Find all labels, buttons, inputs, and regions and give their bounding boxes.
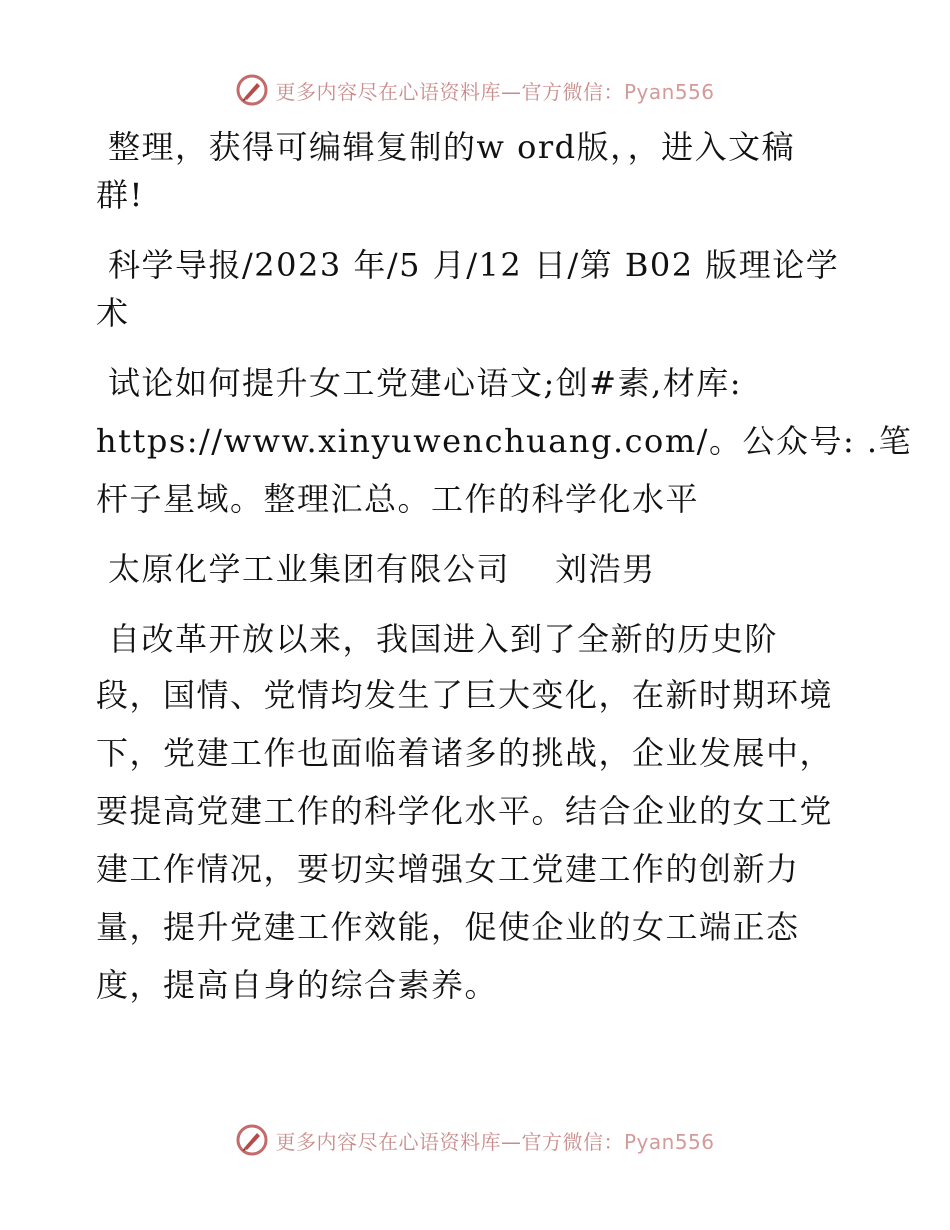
- text-line: 度，提高自身的综合素养。: [96, 966, 499, 1004]
- paragraph-title: [96, 354, 856, 412]
- paragraph-author: [96, 540, 856, 598]
- text-line: 术: [96, 294, 130, 332]
- paragraph: [96, 118, 856, 176]
- text-line: 试论如何提升女工党建心语文;创#素,材库:: [108, 364, 743, 402]
- text-line: https://www.xinyuwenchuang.com/。公众号: .笔: [96, 422, 913, 460]
- document-body: [96, 118, 913, 1014]
- pen-logo-icon: [235, 1123, 269, 1157]
- text-line: 科学导报/2023 年/5 月/12 日/第 B02 版理论学: [108, 246, 840, 284]
- text-line: 太原化学工业集团有限公司 刘浩男: [108, 550, 656, 588]
- text-line: 量，提升党建工作效能，促使企业的女工端正态: [96, 908, 800, 946]
- pen-logo-icon: [235, 73, 269, 107]
- header-watermark-banner: [0, 70, 950, 110]
- paragraph-continuation: [96, 412, 913, 528]
- text-line: 建工作情况，要切实增强女工党建工作的创新力: [96, 850, 800, 888]
- paragraph-body: [96, 610, 856, 668]
- footer-watermark-banner: [0, 1120, 950, 1160]
- text-line: 杆子星域。整理汇总。工作的科学化水平: [96, 480, 700, 518]
- paragraph-source: [96, 236, 856, 294]
- watermark-text: 更多内容尽在心语资料库—官方微信：Pyan556: [275, 79, 715, 104]
- text-line: 段，国情、党情均发生了巨大变化，在新时期环境: [96, 676, 834, 714]
- text-line: 自改革开放以来，我国进入到了全新的历史阶: [108, 620, 779, 658]
- watermark-text: 更多内容尽在心语资料库—官方微信：Pyan556: [275, 1129, 715, 1154]
- paragraph-continuation: [96, 666, 856, 1014]
- text-line: 群!: [96, 176, 144, 214]
- text-line: 下，党建工作也面临着诸多的挑战，企业发展中，: [96, 734, 834, 772]
- text-line: 要提高党建工作的科学化水平。结合企业的女工党: [96, 792, 834, 830]
- text-line: 整理，获得可编辑复制的w ord版，，进入文稿: [108, 128, 796, 166]
